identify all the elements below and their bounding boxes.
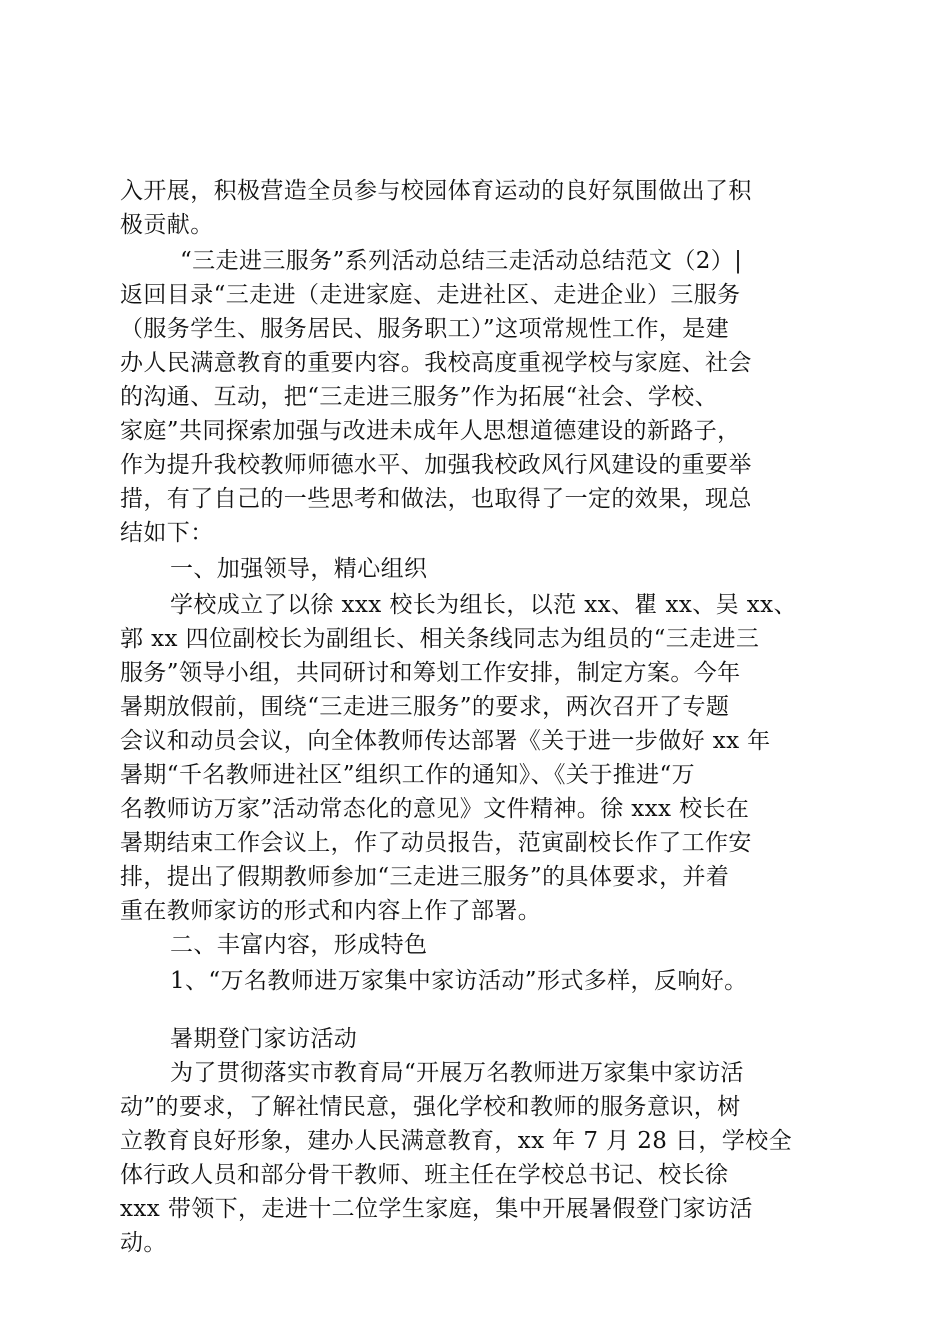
text-line: 排，提出了假期教师参加“三走进三服务”的具体要求，并着 xyxy=(120,864,730,890)
text-line: 动”的要求，了解社情民意，强化学校和教师的服务意识，树 xyxy=(120,1094,741,1120)
text-line: 作为提升我校教师师德水平、加强我校政风行风建设的重要举 xyxy=(120,452,752,478)
text-line: 暑期放假前，围绕“三走进三服务”的要求，两次召开了专题 xyxy=(120,694,730,720)
text-line: 体行政人员和部分骨干教师、班主任在学校总书记、校长徐 xyxy=(120,1162,729,1188)
text-line: 极贡献。 xyxy=(120,212,214,238)
text-line: 暑期结束工作会议上，作了动员报告，范寅副校长作了工作安 xyxy=(120,830,752,856)
text-line: 动。 xyxy=(120,1230,167,1256)
text-line: “三走进三服务”系列活动总结三走活动总结范文（2）| xyxy=(180,248,743,274)
text-line: 家庭”共同探索加强与改进未成年人思想道德建设的新路子， xyxy=(120,418,741,444)
text-line: xxx 带领下，走进十二位学生家庭，集中开展暑假登门家访活 xyxy=(120,1196,753,1222)
text-line: 入开展，积极营造全员参与校园体育运动的良好氛围做出了积 xyxy=(120,178,752,204)
text-line: 重在教师家访的形式和内容上作了部署。 xyxy=(120,898,542,924)
text-line: 服务”领导小组，共同研讨和筹划工作安排，制定方案。今年 xyxy=(120,660,741,686)
text-line: 办人民满意教育的重要内容。我校高度重视学校与家庭、社会 xyxy=(120,350,752,376)
paragraph-heading: 暑期登门家访活动 xyxy=(170,1026,358,1052)
text-line: 为了贯彻落实市教育局“开展万名教师进万家集中家访活 xyxy=(170,1060,744,1086)
text-line: 返回目录“三走进（走进家庭、走进社区、走进企业）三服务 xyxy=(120,282,741,308)
text-line: 学校成立了以徐 xxx 校长为组长，以范 xx、瞿 xx、吴 xx、 xyxy=(170,592,797,618)
text-line: 的沟通、互动，把“三走进三服务”作为拓展“社会、学校、 xyxy=(120,384,719,410)
text-line: 立教育良好形象，建办人民满意教育，xx 年 7 月 28 日，学校全 xyxy=(120,1128,792,1154)
text-line: 名教师访万家”活动常态化的意见》文件精神。徐 xxx 校长在 xyxy=(120,796,750,822)
text-line: 措，有了自己的一些思考和做法，也取得了一定的效果，现总 xyxy=(120,486,752,512)
text-line: 结如下： xyxy=(120,520,214,546)
text-line: 会议和动员会议，向全体教师传达部署《关于进一步做好 xx 年 xyxy=(120,728,771,754)
section-heading: 一、加强领导，精心组织 xyxy=(170,556,428,582)
subsection-heading: 1、“万名教师进万家集中家访活动”形式多样，反响好。 xyxy=(170,968,748,994)
section-heading: 二、丰富内容，形成特色 xyxy=(170,932,428,958)
text-line: （服务学生、服务居民、服务职工）”这项常规性工作，是建 xyxy=(120,316,730,342)
text-line: 暑期“千名教师进社区”组织工作的通知》、《关于推进“万 xyxy=(120,762,696,788)
text-line: 郭 xx 四位副校长为副组长、相关条线同志为组员的“三走进三 xyxy=(120,626,760,652)
